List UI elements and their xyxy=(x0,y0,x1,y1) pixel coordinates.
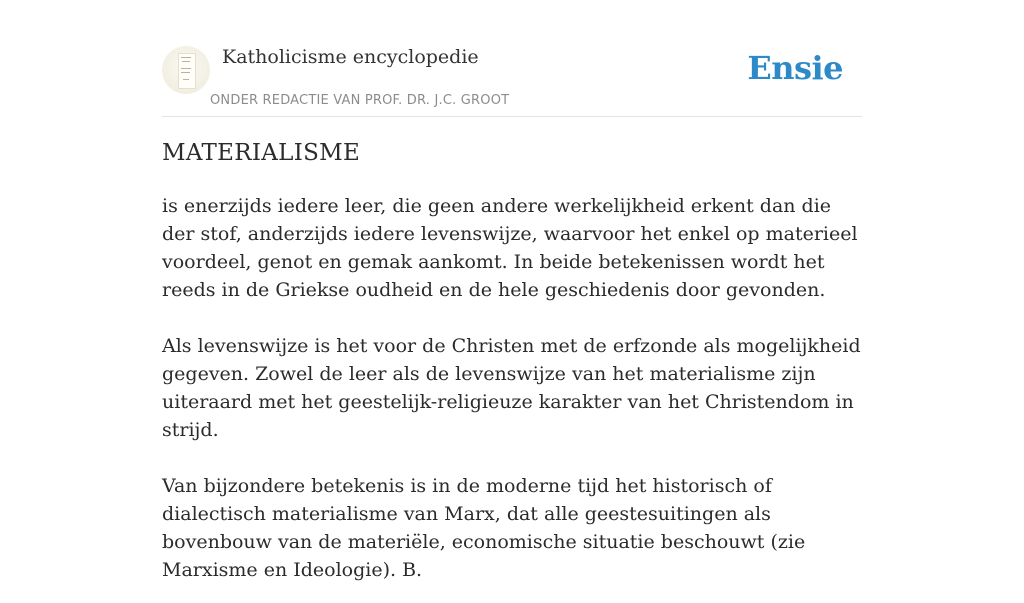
article-paragraph: is enerzijds iedere leer, die geen andere werkelijkheid erkent dan die der stof, anderzijds iedere levenswijze, waarvoor het enkel op materieel voordeel, genot en gemak aankomt. In beide betekenissen wordt het reeds in de Griekse oudheid en de hele geschiedenis door gevonden. xyxy=(162,195,858,301)
book-title-line xyxy=(182,61,190,62)
editor-subtitle: ONDER REDACTIE VAN PROF. DR. J.C. GROOT xyxy=(210,93,510,108)
article-paragraph: Als levenswijze is het voor de Christen met de erfzonde als mogelijkheid gegeven. Zowel de leer als de levenswijze van het materialisme zijn uiteraard met het geestelijk-religieuze karakter van het Christendom in strijd. xyxy=(162,335,861,441)
page-header xyxy=(162,40,862,117)
ensie-logo-link[interactable]: Ensie xyxy=(747,49,843,87)
encyclopedia-title-link[interactable]: Katholicisme encyclopedie xyxy=(222,46,479,68)
book-cover-thumbnail-icon[interactable] xyxy=(162,46,210,94)
article-title: MATERIALISME xyxy=(162,140,361,166)
article-body xyxy=(162,192,862,603)
book-text-line xyxy=(181,68,191,69)
article-paragraph: Van bijzondere betekenis is in de moderne tijd het historisch of dialectisch materialisme van Marx, dat alle geestesuitingen als bovenbouw van de materiële, economische situatie beschouwt (zie Marxisme en Ideologie). B. xyxy=(162,475,806,581)
book-text-line xyxy=(183,79,189,80)
book-page-shape xyxy=(178,53,196,89)
book-text-line xyxy=(181,72,190,73)
book-title-line xyxy=(181,57,191,58)
